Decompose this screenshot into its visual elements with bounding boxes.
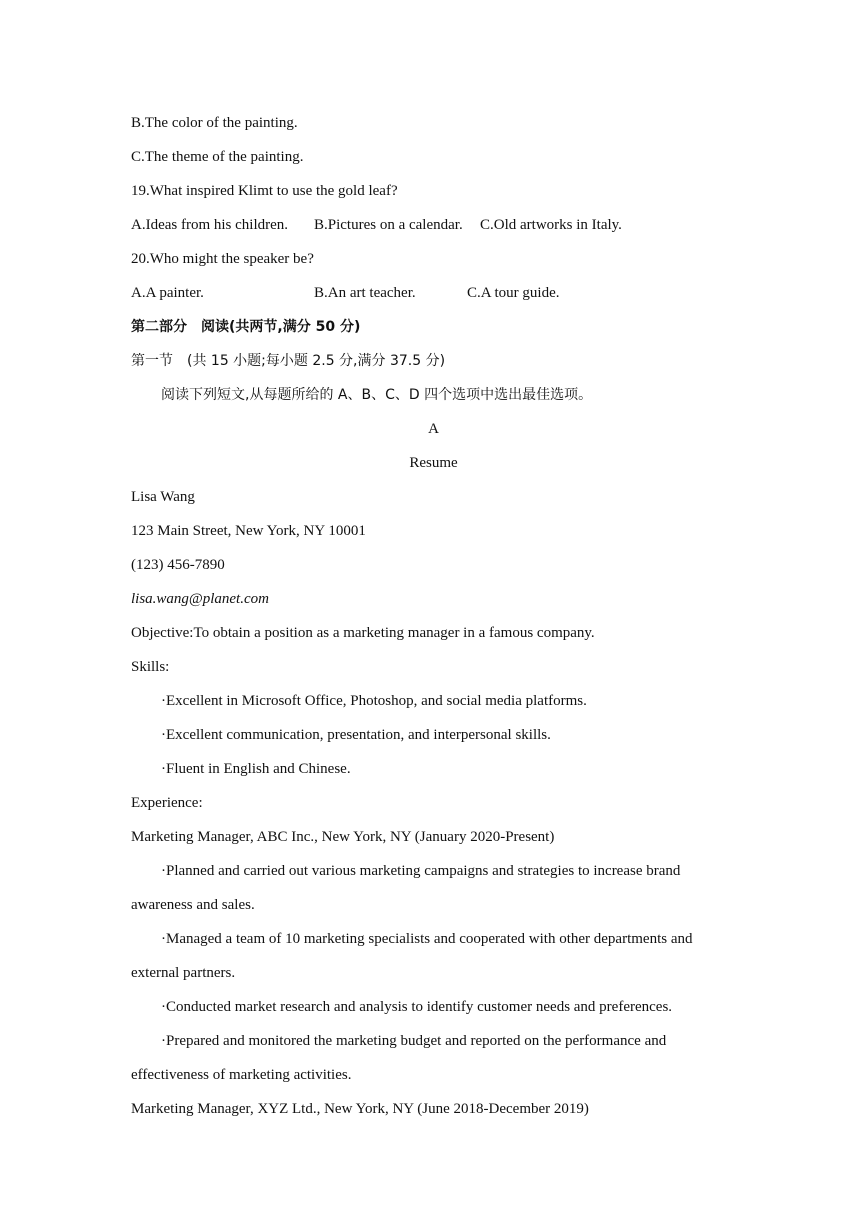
q18-option-c: C.The theme of the painting. — [131, 149, 304, 165]
q19-option-b: B.Pictures on a calendar. — [314, 217, 463, 233]
reading-instruction: 阅读下列短文,从每题所给的 A、B、C、D 四个选项中选出最佳选项。 — [161, 387, 593, 403]
passage-label: A — [428, 421, 439, 437]
skill-item: ·Excellent in Microsoft Office, Photoshop, and social media platforms. — [161, 693, 587, 709]
part-title: 第二部分 阅读(共两节,满分 50 分) — [131, 319, 361, 335]
experience-heading: Experience: — [131, 795, 203, 811]
duty-item: ·Managed a team of 10 marketing specialists and cooperated with other departments and — [161, 931, 693, 947]
q20-option-b: B.An art teacher. — [314, 285, 416, 301]
q20-option-a: A.A painter. — [131, 285, 204, 301]
q19-options — [131, 215, 731, 235]
resume-title: Resume — [409, 455, 458, 471]
resume-address: 123 Main Street, New York, NY 10001 — [131, 523, 366, 539]
q19-option-c: C.Old artworks in Italy. — [480, 217, 622, 233]
resume-name: Lisa Wang — [131, 489, 195, 505]
duty-item: ·Prepared and monitored the marketing budget and reported on the performance and — [161, 1033, 667, 1049]
resume-objective: Objective:To obtain a position as a marketing manager in a famous company. — [131, 625, 595, 641]
skill-item: ·Excellent communication, presentation, and interpersonal skills. — [161, 727, 551, 743]
skill-item: ·Fluent in English and Chinese. — [161, 761, 351, 777]
job-title: Marketing Manager, XYZ Ltd., New York, NY (June 2018-December 2019) — [131, 1101, 589, 1117]
section-title: 第一节 (共 15 小题;每小题 2.5 分,满分 37.5 分) — [131, 353, 446, 369]
duty-item-continued: effectiveness of marketing activities. — [131, 1067, 352, 1083]
duty-item-continued: awareness and sales. — [131, 897, 255, 913]
q20-option-c: C.A tour guide. — [467, 285, 560, 301]
q19-question: 19.What inspired Klimt to use the gold leaf? — [131, 183, 398, 199]
q20-options — [131, 283, 731, 303]
resume-email: lisa.wang@planet.com — [131, 591, 269, 607]
q20-question: 20.Who might the speaker be? — [131, 251, 314, 267]
job-title: Marketing Manager, ABC Inc., New York, NY (January 2020-Present) — [131, 829, 555, 845]
skills-heading: Skills: — [131, 659, 170, 675]
duty-item-continued: external partners. — [131, 965, 236, 981]
resume-phone: (123) 456-7890 — [131, 557, 225, 573]
q18-option-b: B.The color of the painting. — [131, 115, 298, 131]
duty-item: ·Conducted market research and analysis to identify customer needs and preferences. — [161, 999, 673, 1015]
duty-item: ·Planned and carried out various marketing campaigns and strategies to increase brand — [161, 863, 681, 879]
q19-option-a: A.Ideas from his children. — [131, 217, 289, 233]
